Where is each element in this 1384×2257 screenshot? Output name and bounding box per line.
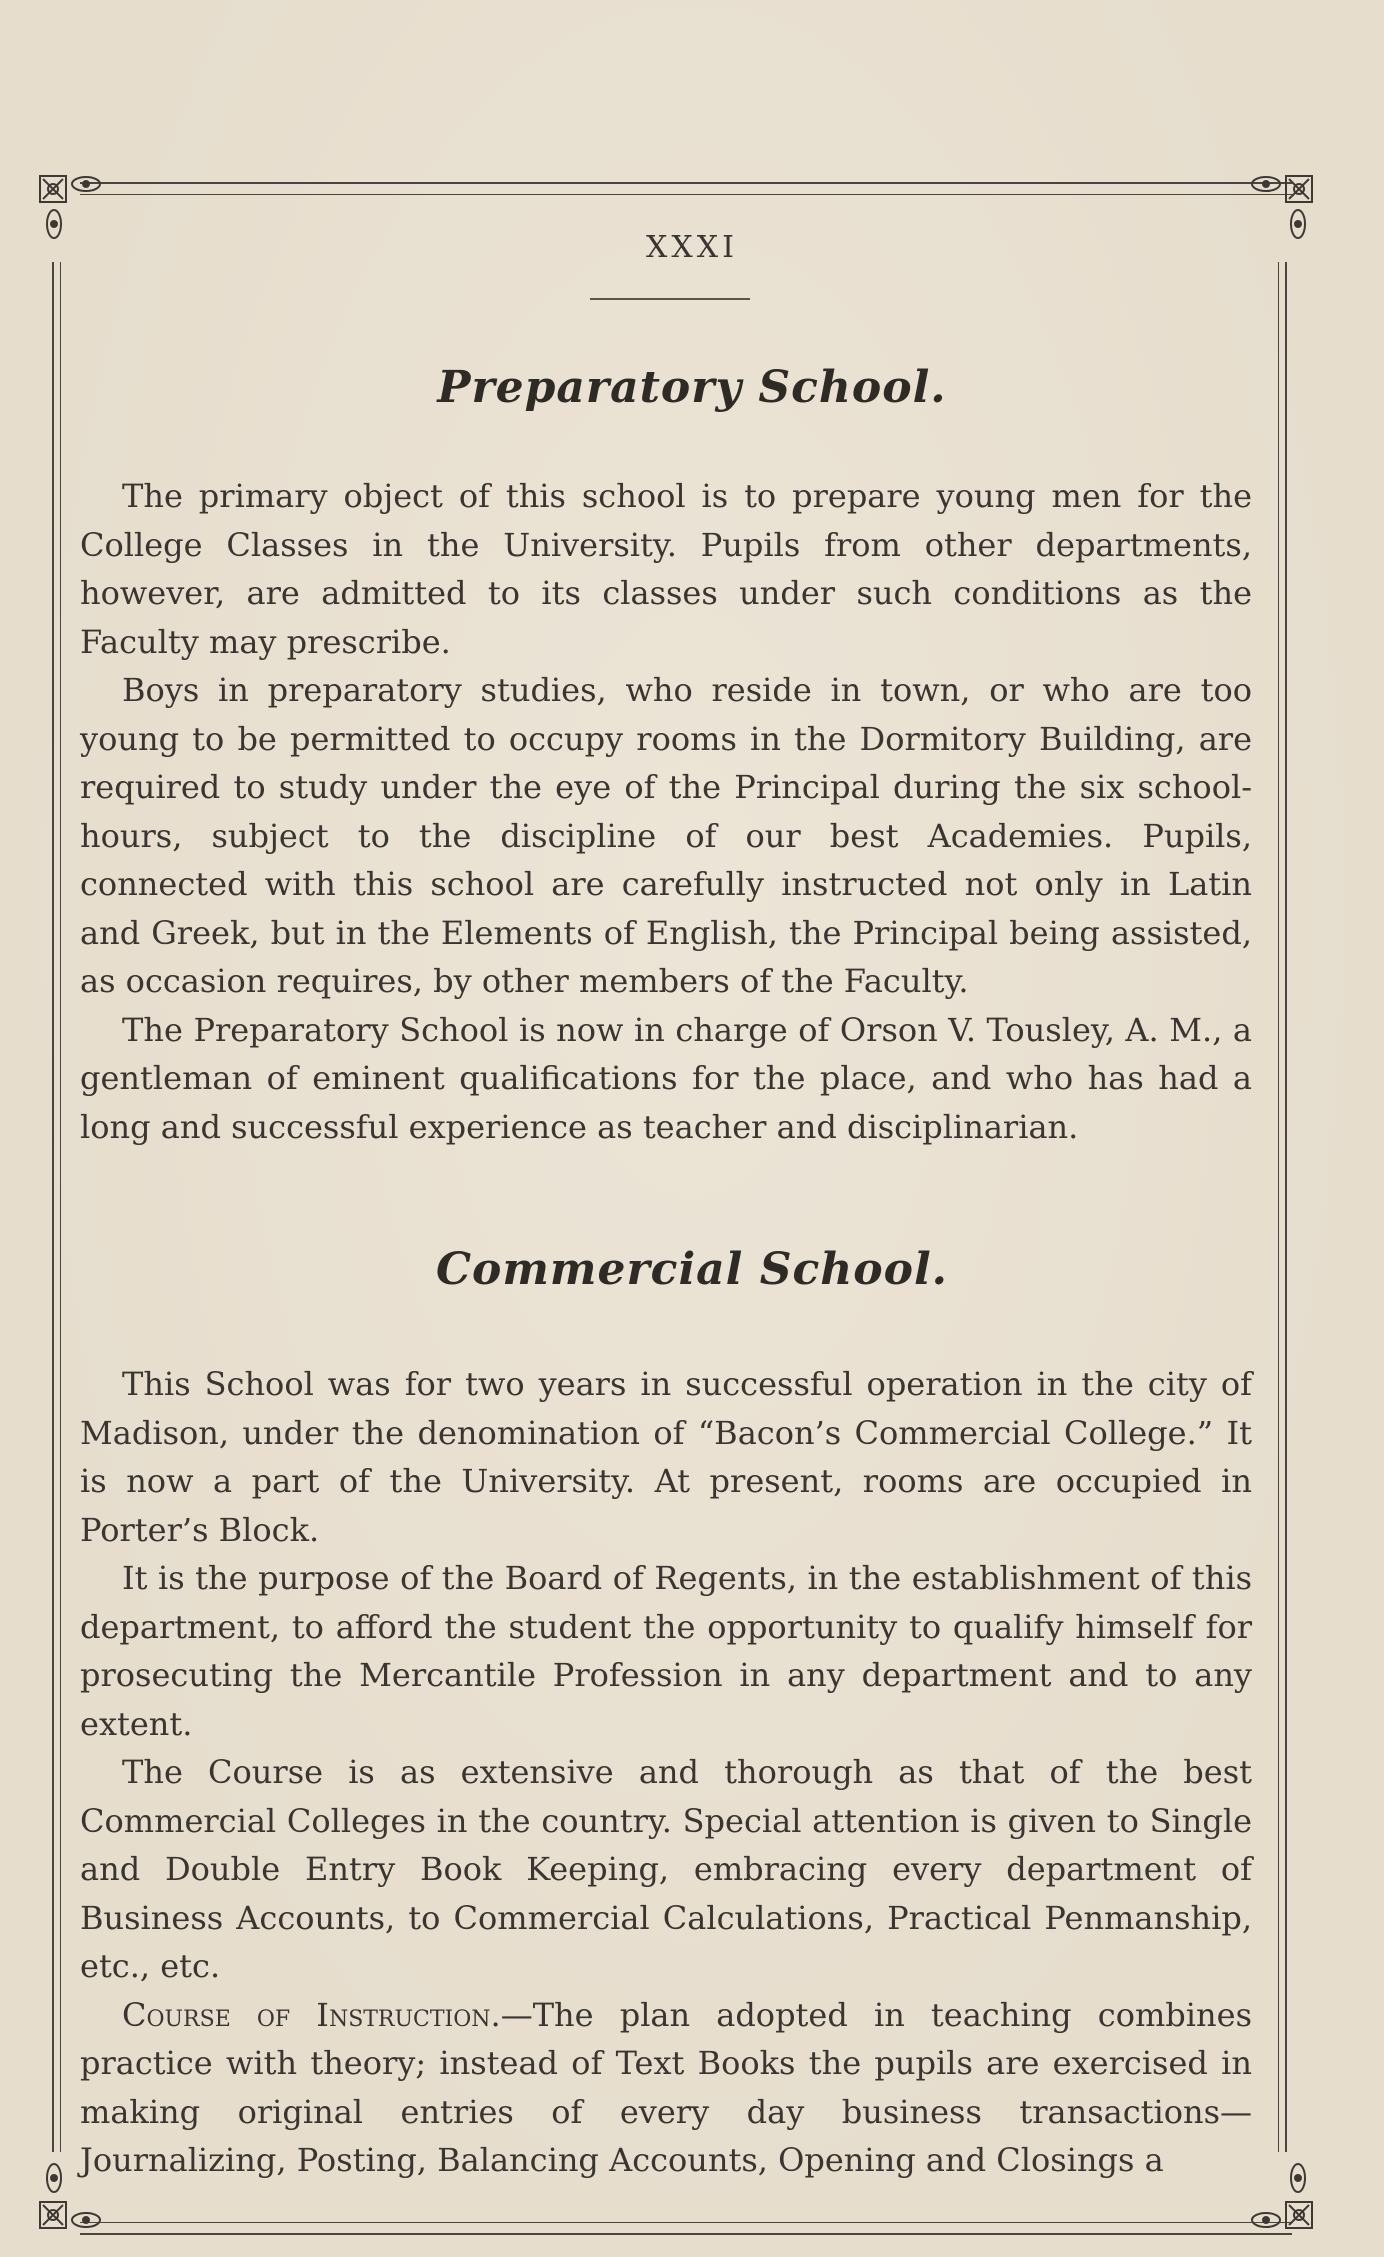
paragraph: This School was for two years in successful operation in the city of Madison, under the denomination of “Bacon’s Commercial College.” It is now a part of the University. At present, rooms are occupied in Porter’s Block. (80, 1365, 1252, 1549)
section-preparatory-school (80, 472, 1252, 1151)
paragraph-body: —The plan adopted in teaching combines practice with theory; instead of Text Books the pupils are exercised in making original entries of every day business transactions—Journalizing, Posting, Balancing Accounts, Opening and Closings a (80, 1995, 1252, 2179)
frame-top-border (80, 182, 1292, 195)
paragraph: Boys in preparatory studies, who reside in town, or who are too young to be permitted to occupy rooms in the Dormitory Building, are required to study under the eye of the Principal during the six school-hours, subject to the discipline of our best Academies. Pupils, connected with this school are carefully instructed not only in Latin and Greek, but in the Elements of English, the Principal being assisted, as occasion requires, by other members of the Faculty. (80, 671, 1252, 1000)
frame-left-border (52, 262, 61, 2152)
paragraph: The primary object of this school is to prepare young men for the College Classes in the University. Pupils from other departments, however, are admitted to its classes under such conditions as the Faculty may prescribe. (80, 477, 1252, 661)
paragraph-course-of-instruction (80, 1991, 1252, 2185)
paragraph: It is the purpose of the Board of Regents, in the establishment of this department, to afford the student the opportunity to qualify himself for prosecuting the Mercantile Profession in any department and to any extent. (80, 1559, 1252, 1743)
frame-bottom-border (80, 2222, 1292, 2235)
page-number: XXXI (646, 230, 738, 265)
page-number-rule (590, 298, 750, 300)
paragraph: The Course is as extensive and thorough as that of the best Commercial Colleges in the country. Special attention is given to Single and Double Entry Book Keeping, embracing every department of Business Accounts, to Commercial Calculations, Practical Penmanship, etc., etc. (80, 1753, 1252, 1985)
section-heading-preparatory-school: Preparatory School. (437, 362, 947, 413)
frame-right-border (1278, 262, 1287, 2152)
section-heading-commercial-school: Commercial School. (436, 1244, 948, 1295)
paragraph: The Preparatory School is now in charge of Orson V. Tousley, A. M., a gentleman of eminent qualifications for the place, and who has had a long and successful experience as teacher and disciplinarian. (80, 1010, 1252, 1146)
section-commercial-school (80, 1360, 1252, 2185)
paragraph-lead-in: Course of Instruction. (122, 1995, 501, 2034)
